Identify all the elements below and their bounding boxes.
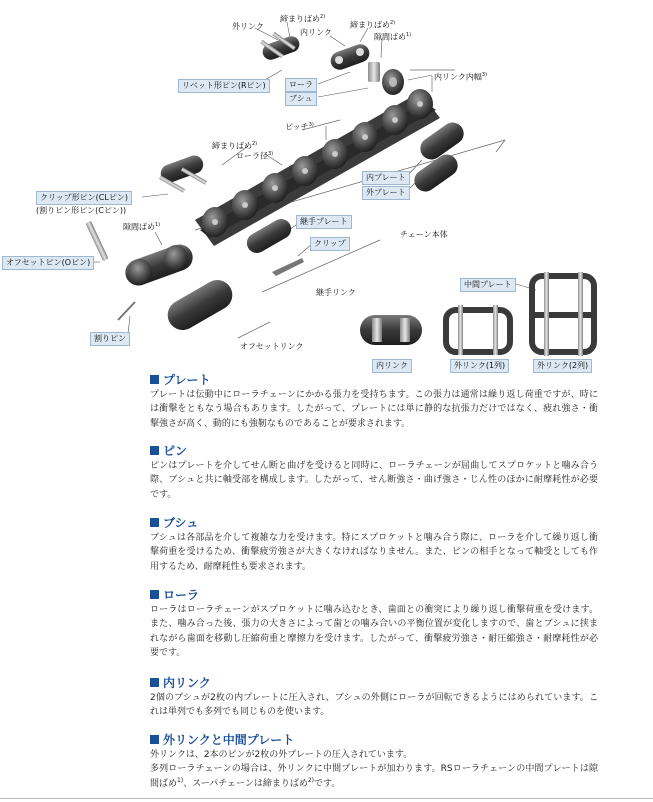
- label-clearance-fit-1: 隙間ばめ$^{1)}$: [374, 32, 412, 42]
- section-bushing: [150, 516, 598, 574]
- label-photo-outer-link-1: 外リンク(1列): [450, 359, 509, 373]
- section-body: プレートは伝動中にローラチェーンにかかる張力を受持ちます。この張力は通常は繰り返し荷重ですが、時には衝撃をともなう場合もあります。したがって、プレートには単に静的な抗張力だけではなく、疲れ強さ・衝撃強さが高く、動的にも強靭なものであることが要求されます。: [150, 390, 598, 429]
- offset-link-part: [162, 275, 238, 336]
- clip-part: [272, 258, 304, 276]
- label-tight-fit-1: 締まりばめ$^{2)}$: [280, 14, 326, 24]
- section-body: 2個のブシュが2枚の内プレートに圧入され、ブシュの外側にローラが回転できるようにはめられています。これは単列でも多列でも同じものを使います。: [150, 693, 598, 718]
- square-bullet-icon: [150, 375, 159, 384]
- section-inner-link: [150, 676, 598, 720]
- label-tight-fit-3: 締まりばめ$^{2)}$: [212, 141, 258, 151]
- section-title: ピン: [150, 444, 598, 459]
- label-offset-link: オフセットリンク: [240, 342, 304, 351]
- label-bushing: ブシュ: [285, 92, 317, 106]
- connecting-link-assembly: [122, 241, 197, 289]
- section-body-last: 多列ローラチェーンの場合は、外リンクに中間プレートが加わります。RSローラチェーンの中間プレートは隙間ばめ$^{1)}$、スーパチェーンは締まりばめ$^{2)}$です。: [150, 764, 598, 789]
- label-inner-width: 内リンク内幅$^{3)}$: [434, 72, 487, 82]
- section-plate: [150, 373, 598, 431]
- square-bullet-icon: [150, 518, 159, 527]
- photo-outer-link-2: [532, 272, 594, 356]
- section-outer-link-middle-plate: [150, 733, 598, 791]
- chain-illustration: [0, 0, 653, 372]
- exploded-inner-link: [328, 42, 372, 73]
- label-clip-pin: クリップ形ピン(CLピン): [36, 191, 132, 205]
- section-title: プレート: [150, 373, 598, 388]
- label-connecting-link: 継手リンク: [316, 288, 356, 297]
- section-body: ブシュは各部品を介して複雑な力を受けます。特にスプロケットと噛み合う際に、ローラを介して繰り返し衝撃荷重を受けるため、衝撃疲労強さが大きくなければなりません。また、ピンの相手となって軸受としても作用するため、耐摩耗性も要求されます。: [150, 533, 598, 572]
- square-bullet-icon: [150, 735, 159, 744]
- section-title: ブシュ: [150, 516, 598, 531]
- label-pitch: ピッチ$^{3)}$: [285, 122, 314, 132]
- section-title: ローラ: [150, 588, 598, 603]
- label-outer-plate: 外プレート: [362, 186, 410, 200]
- label-chain-body: チェーン本体: [400, 230, 448, 239]
- label-inner-plate: 内プレート: [362, 171, 410, 185]
- section-roller: [150, 588, 598, 661]
- square-bullet-icon: [150, 590, 159, 599]
- label-inner-link: 内リンク: [300, 28, 332, 37]
- bottom-divider: [0, 798, 653, 799]
- label-clip: クリップ: [310, 237, 350, 251]
- label-connecting-plate: 継手プレート: [296, 215, 352, 229]
- label-clearance-fit-2: 隙間ばめ$^{1)}$: [123, 222, 161, 232]
- label-middle-plate: 中間プレート: [460, 278, 516, 292]
- square-bullet-icon: [150, 446, 159, 455]
- label-roller: ローラ: [285, 78, 317, 92]
- bushing-part: [368, 62, 380, 82]
- exploded-outer-link: [260, 32, 301, 62]
- section-body: ローラはローラチェーンがスプロケットに噛み込むとき、歯面との衝突により繰り返し衝撃荷重を受けます。また、噛み合った後、張力の大きさによって歯との噛み合いの平衡位置が変化しますので、歯とブシュに挟まれながら歯面を移動し圧縮荷重と摩擦力を受けます。したがって、衝撃疲労強さ・耐圧縮強さ・耐摩耗性が必要です。: [150, 605, 598, 659]
- photo-inner-link: [360, 315, 422, 345]
- label-outer-link: 外リンク: [232, 22, 264, 31]
- section-body: 外リンクは、2本のピンが2枚の外プレートの圧入されています。: [150, 750, 413, 760]
- square-bullet-icon: [150, 678, 159, 687]
- section-pin: [150, 444, 598, 502]
- label-photo-inner-link: 内リンク: [372, 359, 412, 373]
- section-title: 外リンクと中間プレート: [150, 733, 598, 748]
- label-riveted-pin: リベット形ピン(Rピン): [178, 79, 270, 93]
- label-split-pin-c: (割りピン形ピン(Cピン)): [36, 206, 127, 215]
- section-body: ピンはプレートを介してせん断と曲げを受けると同時に、ローラチェーンが屈曲してスプロケットと噛み合う際、ブシュと共に軸受部を構成します。したがって、せん断強さ・曲げ強さ・じん性のほかに耐摩耗性が必要です。: [150, 461, 598, 500]
- clip-pin-link: [158, 153, 207, 193]
- cotter-pin-part: [118, 302, 135, 320]
- photo-outer-link-1: [446, 305, 510, 355]
- chain-structure-diagram: [0, 0, 653, 372]
- label-tight-fit-2: 締まりばめ$^{2)}$: [350, 20, 396, 30]
- label-cotter-pin: 割りピン: [90, 332, 130, 346]
- label-photo-outer-link-2: 外リンク(2列): [533, 359, 592, 373]
- label-offset-pin: オフセットピン(Oピン): [2, 256, 94, 270]
- label-roller-dia: ローラ径$^{3)}$: [236, 151, 274, 161]
- section-title: 内リンク: [150, 676, 598, 691]
